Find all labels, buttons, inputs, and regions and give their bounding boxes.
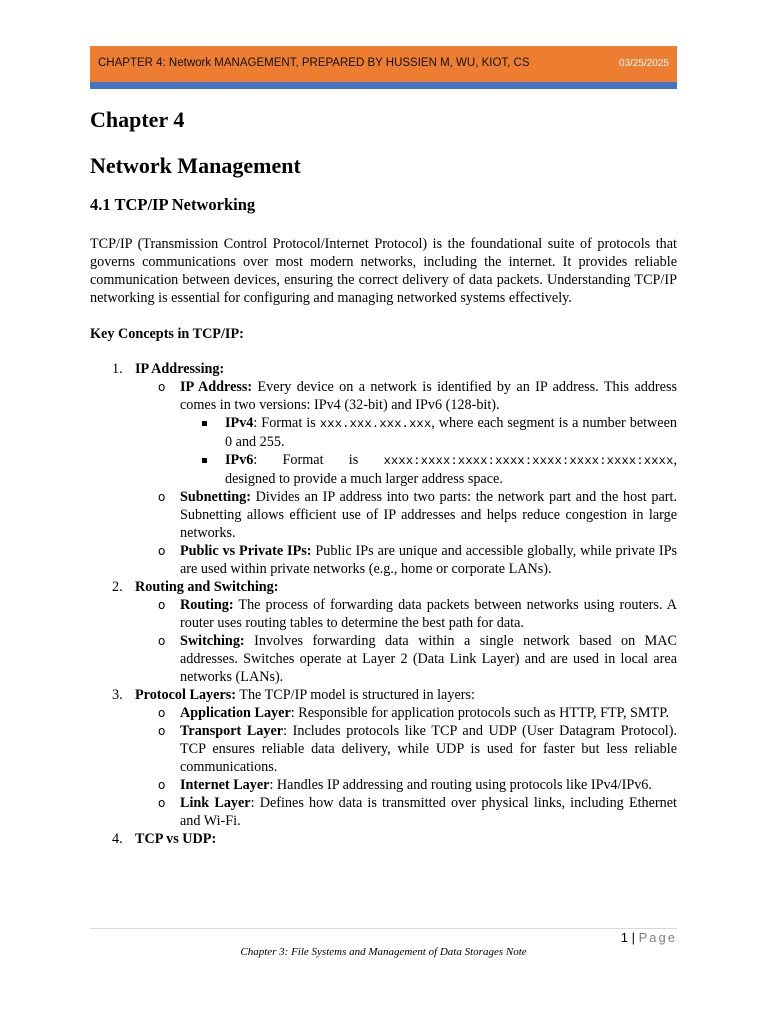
ipv6-format-label: Format	[282, 452, 324, 468]
item-title: Routing and Switching:	[135, 579, 279, 595]
sub-item	[135, 632, 677, 686]
circle-bullet-icon: o	[158, 490, 166, 504]
ipv6-item	[180, 451, 677, 488]
sub-item	[135, 596, 677, 632]
list-number: 4.	[112, 831, 123, 847]
sub-item-text: Divides an IP address into two parts: the network part and the host part. Subnetting allows efficient use of IP addresses and helps reduce congestion in large networks.	[180, 489, 677, 541]
sub-item-term: Switching:	[180, 633, 245, 649]
ipv6-colon: :	[253, 452, 258, 468]
sub-item-term: Application Layer	[180, 705, 291, 721]
concepts-list	[90, 360, 677, 848]
sub-item-text: : Includes protocols like TCP and UDP (User Datagram Protocol). TCP ensures reliable data delivery, while UDP is used for faster but less reliable communications.	[180, 723, 677, 775]
sub-item-term: Routing:	[180, 597, 234, 613]
ipv4-pre: : Format is	[253, 415, 320, 431]
sub-item	[135, 704, 677, 722]
circle-bullet-icon: o	[158, 380, 166, 394]
circle-bullet-icon: o	[158, 796, 166, 810]
sub-item	[135, 488, 677, 542]
page-header	[90, 46, 677, 82]
sub-item	[135, 794, 677, 830]
square-bullet-icon	[202, 458, 207, 463]
chapter-heading: Chapter 4	[90, 107, 185, 132]
document-body	[90, 106, 677, 848]
ipv6-term: IPv6	[225, 452, 254, 468]
header-date: 03/25/2025	[618, 58, 669, 69]
ipv4-term: IPv4	[225, 415, 254, 431]
sub-item-term: Transport Layer	[180, 723, 284, 739]
footer-note: Chapter 3: File Systems and Management of Data Storages Note	[240, 946, 527, 958]
list-item	[90, 578, 677, 686]
list-item	[90, 686, 677, 830]
ipv6-format: xxxx:xxxx:xxxx:xxxx:xxxx:xxxx:xxxx:xxxx	[383, 454, 674, 468]
sub-item-term: Public vs Private IPs:	[180, 543, 312, 559]
item-rest: The TCP/IP model is structured in layers:	[236, 687, 475, 703]
ipv4-item	[180, 414, 677, 451]
list-item	[90, 360, 677, 578]
ipv6-is: is	[348, 452, 359, 468]
sub-item	[135, 776, 677, 794]
list-number: 1.	[112, 361, 123, 377]
sub-item-term: IP Address:	[180, 379, 253, 395]
circle-bullet-icon: o	[158, 598, 166, 612]
footer-divider	[90, 928, 677, 929]
key-concepts-heading: Key Concepts in TCP/IP:	[90, 326, 244, 342]
item-title: TCP vs UDP:	[135, 831, 217, 847]
chapter-title: Network Management	[90, 153, 301, 178]
circle-bullet-icon: o	[158, 544, 166, 558]
sub-item	[135, 378, 677, 488]
sub-item-text: : Responsible for application protocols such as HTTP, FTP, SMTP.	[290, 705, 670, 721]
page-number	[621, 930, 677, 945]
sub-item	[135, 542, 677, 578]
ip-version-list	[180, 414, 677, 488]
circle-bullet-icon: o	[158, 634, 166, 648]
ipv4-format: xxx.xxx.xxx.xxx	[319, 417, 432, 431]
sub-item-text: Involves forwarding data within a single network based on MAC addresses. Switches operate at Layer 2 (Data Link Layer) and are used in local area networks (LANs).	[180, 633, 677, 685]
header-accent-bar	[90, 82, 677, 89]
circle-bullet-icon: o	[158, 724, 166, 738]
list-item	[90, 830, 677, 848]
header-title: CHAPTER 4: Network MANAGEMENT, PREPARED BY HUSSIEN M, WU, KIOT, CS	[98, 57, 530, 69]
page-number-value: 1	[620, 930, 628, 945]
sub-item-text: The process of forwarding data packets between networks using routers. A router uses routing tables to determine the best path for data.	[180, 597, 677, 631]
intro-paragraph: TCP/IP (Transmission Control Protocol/Internet Protocol) is the foundational suite of protocols that governs communications over most modern networks, including the internet. It provides reliable communication between devices, ensuring the correct delivery of data packets. Understanding TCP/IP networking is essential for configuring and managing networked systems effectively.	[90, 236, 677, 306]
page-label: Page	[638, 930, 677, 945]
sub-item-text: : Handles IP addressing and routing using protocols like IPv4/IPv6.	[269, 777, 652, 793]
circle-bullet-icon: o	[158, 706, 166, 720]
ipv6-line: IPv6: Format is xxxx:xxxx:xxxx:xxxx:xxxx:xxxx:xxxx:xxxx,	[225, 452, 677, 468]
sub-list	[135, 596, 677, 686]
sub-list	[135, 704, 677, 830]
sub-item-term: Subnetting:	[180, 489, 251, 505]
list-number: 3.	[112, 687, 123, 703]
sub-item-term: Link Layer	[180, 795, 251, 811]
page-separator: |	[631, 930, 635, 945]
square-bullet-icon	[202, 421, 207, 426]
section-heading: 4.1 TCP/IP Networking	[90, 195, 256, 214]
circle-bullet-icon: o	[158, 778, 166, 792]
sub-item-text: Every device on a network is identified by an IP address. This address comes in two versions: IPv4 (32-bit) and IPv6 (128-bit).	[180, 379, 677, 413]
sub-item-text: Public IPs are unique and accessible globally, while private IPs are used within private networks (e.g., home or corporate LANs).	[180, 543, 677, 577]
sub-item-term: Internet Layer	[180, 777, 270, 793]
list-number: 2.	[112, 579, 123, 595]
item-title: Protocol Layers:	[135, 687, 236, 703]
sub-item-text: : Defines how data is transmitted over physical links, including Ethernet and Wi-Fi.	[180, 795, 677, 829]
ipv4-post: , where each segment is a number between 0 and 255.	[225, 415, 677, 450]
item-title: IP Addressing:	[135, 361, 225, 377]
ipv6-post: designed to provide a much larger address space.	[225, 471, 503, 487]
sub-list	[135, 378, 677, 578]
sub-item	[135, 722, 677, 776]
